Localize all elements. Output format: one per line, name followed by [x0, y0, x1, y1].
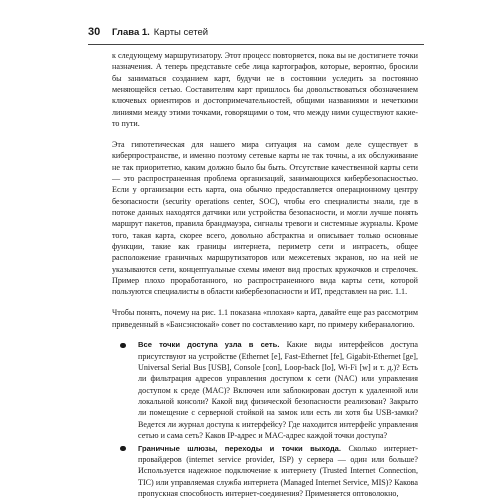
- list-item: [138, 339, 418, 441]
- bullet-dot-icon: [120, 446, 126, 452]
- list-item-text: Сколько интернет-провайдеров (internet service provider, ISP) у сервера — один или больше? Используется надежное подключение к интернету (Trusted Internet Connection, TIC) или управляемая служба интернета (Managed Internet Service, MIS)? Какова пропускная способность интернет-соединения? Применяется оптоволокно,: [138, 443, 418, 498]
- list-item-lead: Все точки доступа узла в сеть.: [138, 340, 287, 350]
- list-item-lead: Граничные шлюзы, переходы и точки выхода.: [138, 443, 349, 453]
- running-header: [88, 26, 424, 40]
- bullet-list: [112, 339, 418, 499]
- chapter-label: Глава 1.: [112, 27, 150, 38]
- list-item: [138, 443, 418, 500]
- page-number: 30: [88, 26, 101, 38]
- chapter-title: Карты сетей: [153, 27, 209, 38]
- paragraph: Эта гипотетическая для нашего мира ситуация на самом деле существует в киберпространстве, и именно поэтому сетевые карты не так точны, а их обслуживание не так приоритетно, каким должно было бы быть. Отсутствие качественной карты сети — это распространенная проблема организаций, занимающихся кибербезопасностью. Если у организации есть карта, она обычно предоставляется операционному центру безопасности (security operations center, SOC), чтобы его специалисты знали, где в потоке данных находятся датчики или устройства безопасности, и могли лучше понять маршрут пакетов, правила брандмауэра, сигналы тревоги и системные журналы. Кроме того, такая карта, скорее всего, довольно абстрактна и описывает только основные функции, такие как границы интернета, периметр сети и интрасеть, общее расположение граничных маршрутизаторов или межсетевых экранов, но на ней не указываются сети, концептуальные схемы имеют вид простых кружочков и стрелочек. Пример плохо проработанного, но распространенного вида карты сети, которой пользуются специалисты в области кибербезопасности и ИТ, представлен на рис. 1.1.: [112, 139, 418, 297]
- paragraph: к следующему маршрутизатору. Этот процесс повторяется, пока вы не достигнете точки назначения. А теперь представьте себе лица картографов, которые, вероятно, бросили бы заниматься созданием карт, будучи не в состоянии уследить за постоянно меняющейся сетью. Составителям карт пришлось бы довольствоваться обозначением ключевых ориентиров и достопримечательностей, общими названиями и нечеткими линиями между этими точками, говорящими о том, что между ними существуют какие-то пути.: [112, 51, 418, 129]
- body-text: [112, 50, 418, 500]
- bullet-dot-icon: [120, 343, 126, 349]
- list-item-text: Какие виды интерфейсов доступа присутствуют на устройстве (Ethernet [e], Fast-Ethernet [fe], Gigabit-Ethernet [ge], Universal Serial Bus [USB], Console [con], Loop-back [lo], Wi-Fi [w] и т. д.)? Есть ли фильтрация адресов управления доступом к сети (NAC) или управления доступом к среде (MAC)? Включен или заблокирован доступ к удаленной или локальной консоли? Какой вид физической безопасности реализован? Закрыто ли помещение с серверной стойкой на замок или есть ли хотя бы USB-замки? Ведется ли журнал доступа к интерфейсу? Где находится интерфейс управления сетью и сама сеть? Каков IP-адрес и MAC-адрес каждой точки доступа?: [138, 340, 418, 441]
- paragraph: Чтобы понять, почему на рис. 1.1 показана «плохая» карта, давайте еще раз рассмотрим приведенный в «Бансэнсюкай» совет по составлению карт, по примеру кибераналогию.: [112, 308, 418, 329]
- header-rule: [88, 44, 424, 45]
